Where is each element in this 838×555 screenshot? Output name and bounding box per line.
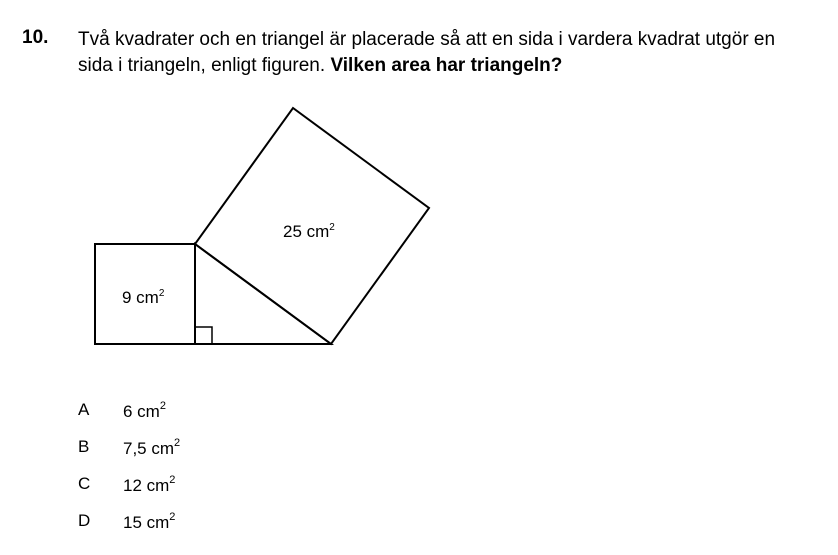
option-b[interactable]	[78, 433, 278, 463]
question-text-line2: sida i triangeln, enligt figuren.	[78, 55, 326, 76]
option-value: 15 $cm^2$	[123, 511, 176, 532]
option-letter: A	[78, 400, 90, 419]
option-letter: B	[78, 437, 90, 456]
question-number: 10.	[22, 27, 49, 48]
question-text-line1: Två kvadrater och en triangel är placerade så att en sida i vardera kvadrat utgör en	[78, 29, 776, 50]
question-bold: Vilken area har triangeln?	[330, 55, 563, 76]
option-value: 6 $cm^2$	[123, 400, 166, 421]
option-d[interactable]	[78, 507, 278, 537]
option-letter: C	[78, 474, 91, 493]
option-letter: D	[78, 511, 91, 530]
option-c[interactable]	[78, 470, 278, 500]
option-value: 12 $cm^2$	[123, 474, 176, 495]
small-square-label: 9 $cm^2$	[122, 288, 165, 307]
option-a[interactable]	[78, 396, 278, 426]
right-angle-marker	[195, 327, 212, 344]
large-square-label: 25 $cm^2$	[283, 222, 335, 241]
option-value: 7,5 $cm^2$	[123, 437, 181, 458]
